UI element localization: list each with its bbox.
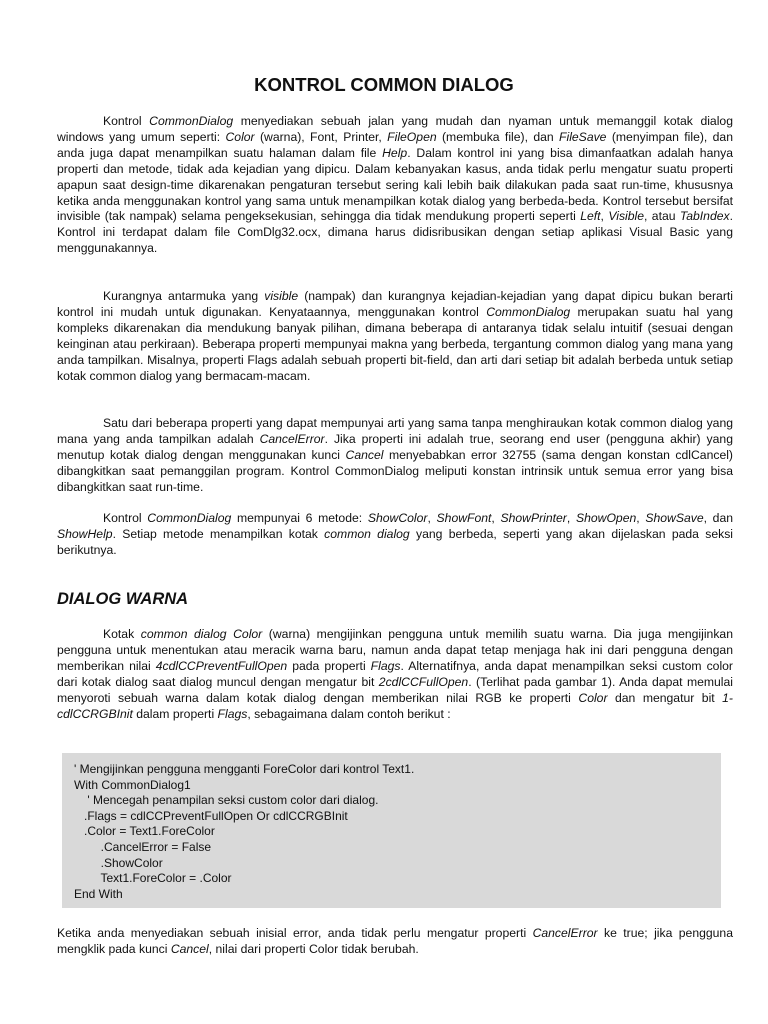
code-line: .CancelError = False — [74, 839, 212, 854]
page-title: KONTROL COMMON DIALOG — [254, 74, 514, 95]
code-line: With CommonDialog1 — [74, 777, 191, 792]
code-line: ' Mencegah penampilan seksi custom color dari dialog. — [74, 793, 379, 808]
paragraph-cancelerror: Satu dari beberapa properti yang dapat mempunyai arti yang sama tanpa menghiraukan kotak common dialog yang mana yang anda tampilkan adalah CancelError. Jika properti ini adalah true, seorang end user (pengguna akhir) yang menutup kotak dialog dengan menggunakan kunci Cancel menyebabkan error 32755 (sama dengan konstan cdlCancel) dibangkitkan saat pemanggilan program. Kontrol CommonDialog meliputi konstan intrinsik untuk semua error yang bisa dibangkitkan saat run-time. — [57, 416, 733, 494]
paragraph-closing: Ketika anda menyediakan sebuah inisial error, anda tidak perlu mengatur properti CancelError ke true; jika pengguna mengklik pada kunci Cancel, nilai dari properti Color tidak berubah. — [57, 926, 733, 956]
code-block — [62, 753, 721, 908]
paragraph-complexity: Kurangnya antarmuka yang visible (nampak) dan kurangnya kejadian-kejadian yang dapat dipicu bukan berarti kontrol ini mudah untuk digunakan. Kenyataannya, menggunakan kontrol CommonDialog merupakan suatu hal yang kompleks dikarenakan dia mendukung banyak pilihan, dimana beberapa di antaranya tidak selalu intuitif (sesuai dengan keinginan atau perkiraan). Beberapa properti mempunyai makna yang berbeda, tergantung common dialog yang mana yang anda tampilkan. Misalnya, properti Flags adalah sebuah properti bit-field, dan arti dari setiap bit adalah berbeda untuk setiap kotak common dialog yang bermacam-macam. — [57, 289, 733, 383]
paragraph-methods: Kontrol CommonDialog mempunyai 6 metode: ShowColor, ShowFont, ShowPrinter, ShowOpen, ShowSave, dan ShowHelp. Setiap metode menampilkan kotak common dialog yang berbeda, seperti yang akan dijelaskan pada seksi berikutnya. — [57, 511, 734, 557]
paragraph-intro: Kontrol CommonDialog menyediakan sebuah jalan yang mudah dan nyaman untuk memanggil kotak dialog windows yang umum seperti: Color (warna), Font, Printer, FileOpen (membuka file), dan FileSave (menyimpan file), dan anda juga dapat menampilkan suatu halaman dalam file Help. Dalam kontrol ini yang bisa dimanfaatkan adalah hanya properti dan metode, tidak ada kejadian yang dipicu. Dalam kebanyakan kasus, anda tidak perlu mengatur suatu properti apapun saat design-time dikarenakan pengaturan tersebut sering kali lebih baik dilakukan pada saat run-time, khususnya ketika anda menggunakan kontrol yang sama untuk menampilkan kotak dialog yang berbeda-beda. Kontrol tersebut bersifat invisible (tak nampak) selama pengeksekusian, sehingga dia tidak mendukung properti seperti Left, Visible, atau TabIndex. Kontrol ini terdapat dalam file ComDlg32.ocx, dimana harus didisribusikan dengan setiap aplikasi Visual Basic yang menggunakannya. — [57, 114, 733, 256]
code-line: End With — [74, 886, 123, 901]
code-line: .ShowColor — [74, 855, 163, 870]
code-line: .Flags = cdlCCPreventFullOpen Or cdlCCRGBInit — [74, 808, 348, 823]
section-heading: DIALOG WARNA — [57, 590, 189, 608]
paragraph-color-dialog: Kotak common dialog Color (warna) mengijinkan pengguna untuk memilih suatu warna. Dia juga mengijinkan pengguna untuk menentukan atau meracik warna baru, namun anda dapat tetap menjaga hak ini dari pengguna dengan memberikan nilai 4cdlCCPreventFullOpen pada properti Flags. Alternatifnya, anda dapat menampilkan seksi custom color dari kotak dialog saat dialog muncul dengan mengatur bit 2cdlCCFullOpen. (Terlihat pada gambar 1). Anda dapat memulai menyoroti sebuah warna dalam kotak dialog dengan memberikan nilai RGB ke properti Color dan mengatur bit 1-cdlCCRGBInit dalam properti Flags, sebagaimana dalam contoh berikut : — [57, 627, 734, 721]
code-line: ' Mengijinkan pengguna mengganti ForeColor dari kontrol Text1. — [74, 762, 415, 776]
code-line: .Color = Text1.ForeColor — [74, 824, 215, 839]
code-line: Text1.ForeColor = .Color — [74, 871, 232, 886]
